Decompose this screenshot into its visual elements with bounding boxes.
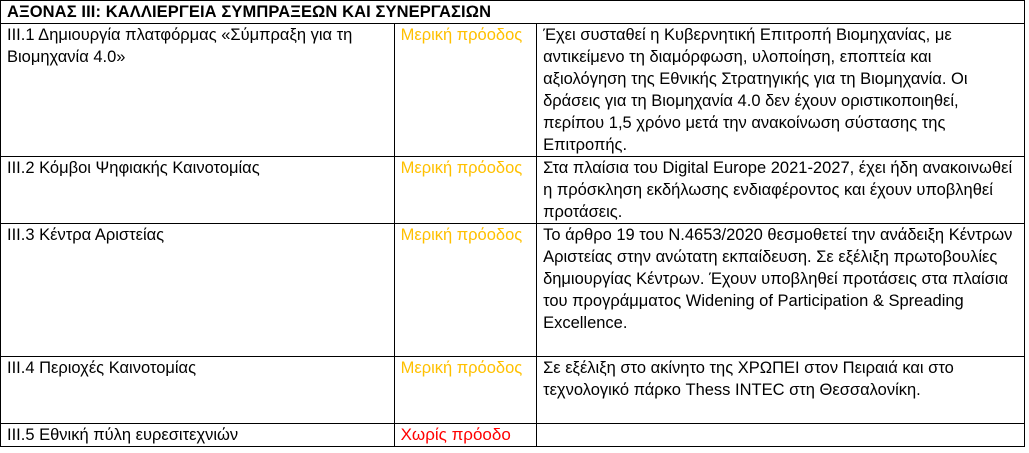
status-cell: Χωρίς πρόοδο [394,424,536,447]
table-row [1,224,1025,357]
measure-cell: ΙΙΙ.1 Δημιουργία πλατφόρμας «Σύμπραξη για τη Βιομηχανία 4.0» [1,24,395,157]
table-row [1,357,1025,424]
table-row [1,424,1025,447]
measure-cell: ΙΙΙ.4 Περιοχές Καινοτομίας [1,357,395,424]
status-cell: Μερική πρόοδος [394,24,536,157]
measure-cell: ΙΙΙ.5 Εθνική πύλη ευρεσιτεχνιών [1,424,395,447]
status-cell: Μερική πρόοδος [394,357,536,424]
measure-cell: ΙΙΙ.3 Κέντρα Αριστείας [1,224,395,357]
section-header-row [1,1,1025,24]
table-row [1,157,1025,224]
status-cell: Μερική πρόοδος [394,157,536,224]
table-row [1,24,1025,157]
comment-cell: Σε εξέλιξη στο ακίνητο της ΧΡΩΠΕΙ στον Πειραιά και στο τεχνολογικό πάρκο Thess INTEC στη Θεσσαλονίκη. [537,357,1025,424]
measure-cell: ΙΙΙ.2 Κόμβοι Ψηφιακής Καινοτομίας [1,157,395,224]
section-title: ΑΞΟΝΑΣ III: ΚΑΛΛΙΕΡΓΕΙΑ ΣΥΜΠΡΑΞΕΩΝ ΚΑΙ ΣΥΝΕΡΓΑΣΙΩΝ [1,1,1025,24]
status-cell: Μερική πρόοδος [394,224,536,357]
comment-cell: Στα πλαίσια του Digital Europe 2021-2027, έχει ήδη ανακοινωθεί η πρόσκληση εκδήλωσης ενδιαφέροντος και έχουν υποβληθεί προτάσεις. [537,157,1025,224]
comment-cell [537,424,1025,447]
comment-cell: Έχει συσταθεί η Κυβερνητική Επιτροπή Βιομηχανίας, με αντικείμενο τη διαμόρφωση, υλοποίηση, εποπτεία και αξιολόγηση της Εθνικής Στρατηγικής για τη Βιομηχανία. Οι δράσεις για τη Βιομηχανία 4.0 δεν έχουν οριστικοποιηθεί, περίπου 1,5 χρόνο μετά την ανακοίνωση σύστασης της Επιτροπής. [537,24,1025,157]
comment-cell: Το άρθρο 19 του Ν.4653/2020 θεσμοθετεί την ανάδειξη Κέντρων Αριστείας στην ανώτατη εκπαίδευση. Σε εξέλιξη πρωτοβουλίες δημιουργίας Κέντρων. Έχουν υποβληθεί προτάσεις στα πλαίσια του προγράμματος Widening of Participation & Spreading Excellence. [537,224,1025,357]
